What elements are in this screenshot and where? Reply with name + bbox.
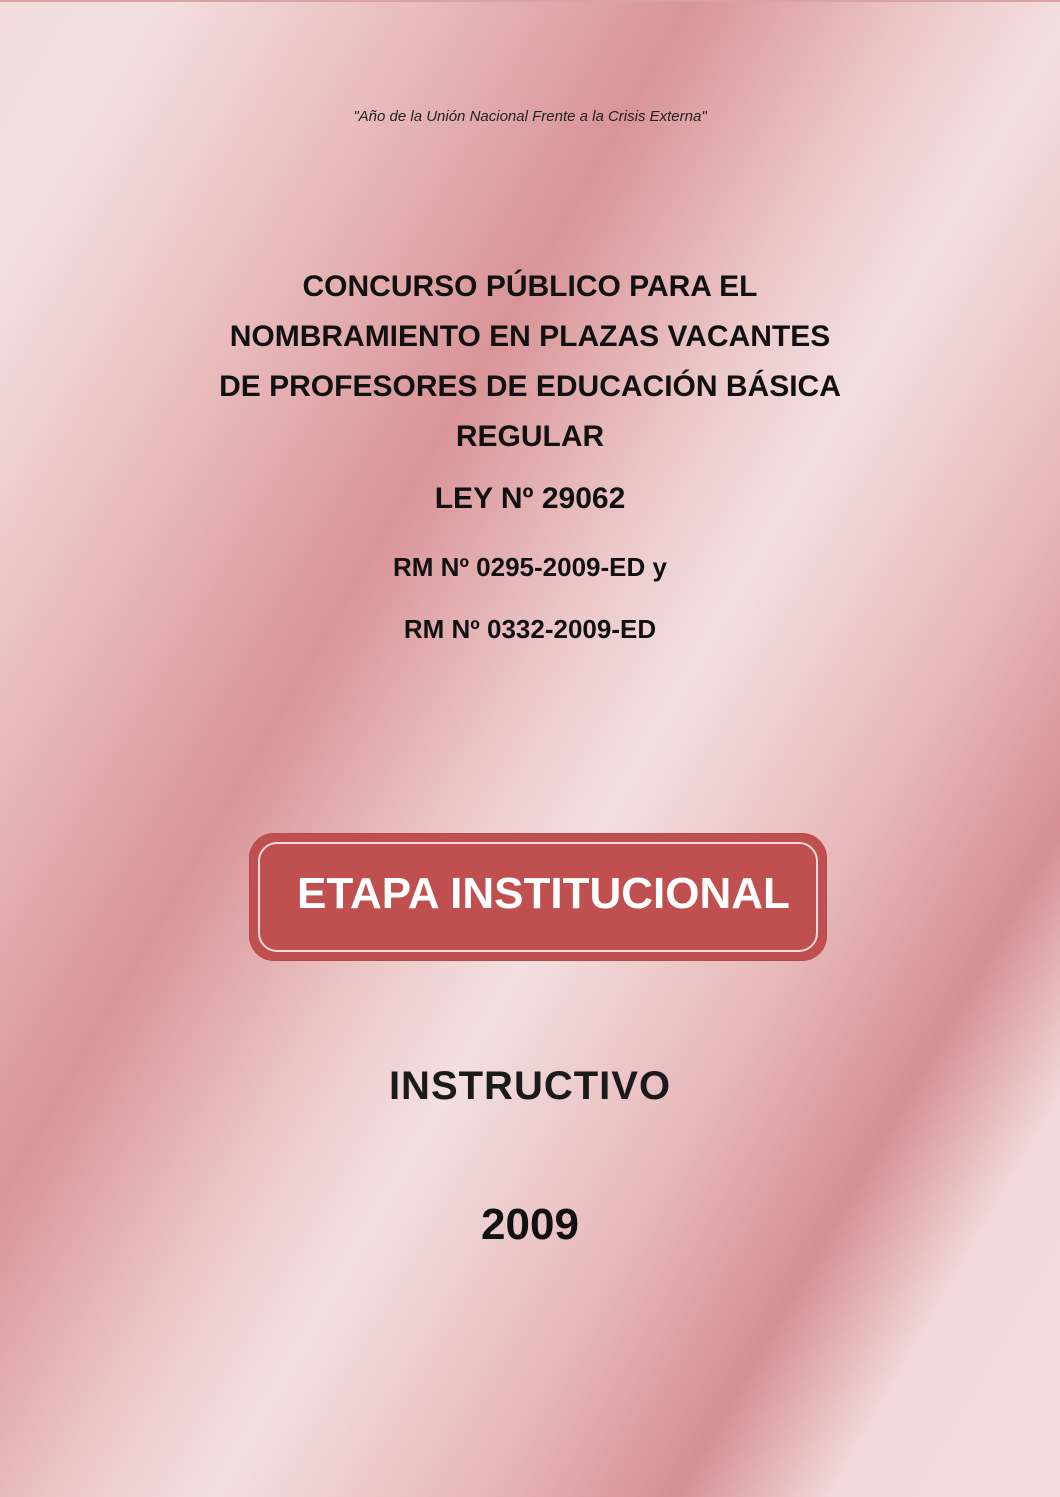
title-line: DE PROFESORES DE EDUCACIÓN BÁSICA (219, 370, 841, 403)
title-line: NOMBRAMIENTO EN PLAZAS VACANTES (229, 320, 831, 353)
resolution-1: RM Nº 0295-2009-ED y (393, 552, 667, 582)
document-type: INSTRUCTIVO (388, 1064, 672, 1108)
document-title (180, 262, 880, 462)
top-border (0, 0, 1060, 2)
document-year: 2009 (481, 1200, 579, 1249)
stage-banner (250, 834, 826, 960)
stage-label: ETAPA INSTITUCIONAL (297, 869, 790, 918)
law-number: LEY Nº 29062 (434, 482, 626, 515)
resolution-2: RM Nº 0332-2009-ED (403, 614, 657, 644)
title-line: REGULAR (455, 420, 605, 453)
motto: "Año de la Unión Nacional Frente a la Crisis Externa" (353, 108, 707, 125)
title-line: CONCURSO PÚBLICO PARA EL (302, 270, 758, 303)
